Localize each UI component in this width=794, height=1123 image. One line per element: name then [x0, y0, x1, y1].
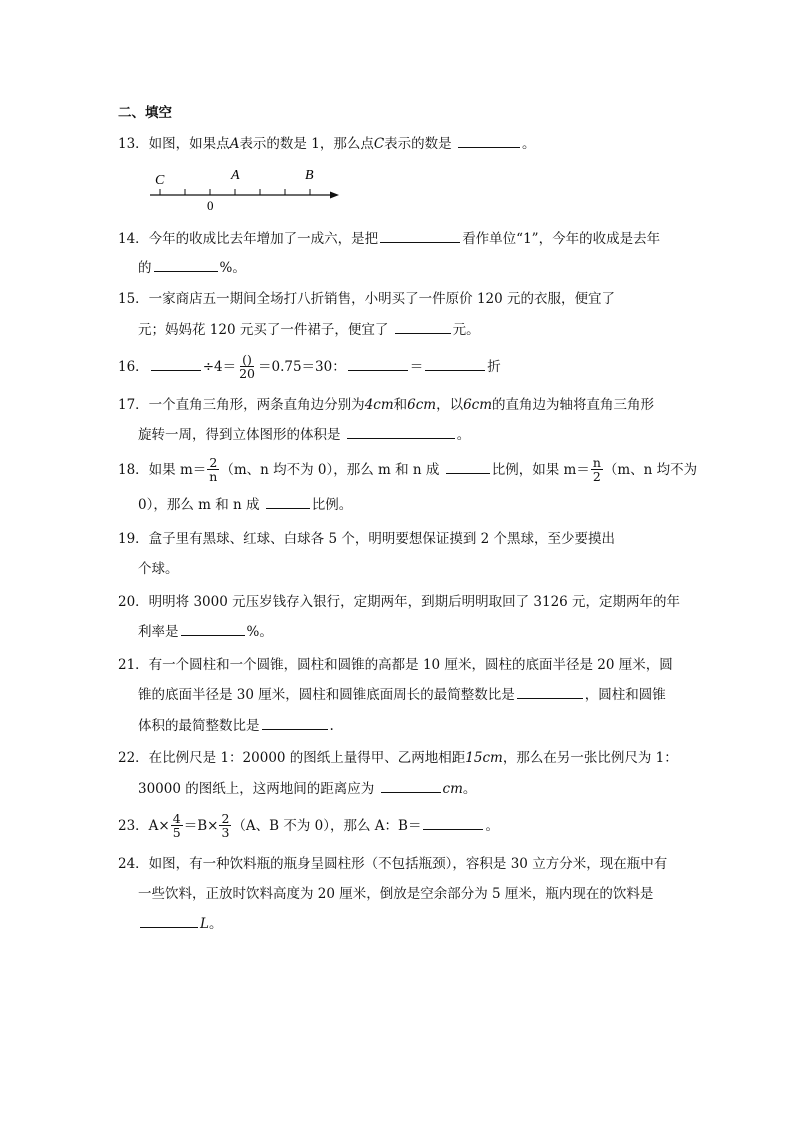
- answer-blank-15[interactable]: [395, 320, 451, 334]
- answer-blank-21a[interactable]: [517, 685, 583, 699]
- question-17: 17．一个直角三角形，两条直角边分别为4cm和6cm，以6cm的直角边为轴将直角三角形: [118, 397, 655, 413]
- answer-blank-21b[interactable]: [262, 716, 328, 730]
- question-20-line2: 利率是 %。: [138, 624, 273, 640]
- fraction-2-over-n: $\frac{2}{n}$: [209, 455, 218, 484]
- question-23: 23．A× $\frac{4}{5}$ ＝B× $\frac{2}{3}$ （A、B 不为 0），那么 A：B＝ 。: [118, 811, 499, 840]
- number-line-arrow: [330, 192, 339, 199]
- answer-blank-20[interactable]: [181, 622, 245, 636]
- answer-blank-18b[interactable]: [266, 495, 310, 509]
- answer-blank-13[interactable]: [458, 134, 520, 148]
- answer-blank-14a[interactable]: [380, 229, 460, 243]
- question-13: 13．如图，如果点A表示的数是 1，那么点C表示的数是 。: [118, 136, 536, 152]
- question-22-line2: 30000 的图纸上，这两地间的距离应为 cm。: [138, 781, 477, 797]
- answer-blank-24[interactable]: [140, 914, 198, 928]
- question-15-line2: 元；妈妈花 120 元买了一件裙子，便宜了 元。: [138, 322, 480, 338]
- fraction-blank-over-20: $\frac{()}{20}$: [239, 352, 255, 381]
- question-21-line2: 锥的底面半径是 30 厘米，圆柱和圆锥底面周长的最简整数比是 ，圆柱和圆锥: [138, 687, 666, 703]
- label-zero: 0: [207, 198, 214, 213]
- number-line-diagram: [150, 164, 350, 214]
- question-15: 15．一家商店五一期间全场打八折销售，小明买了一件原价 120 元的衣服，便宜了: [118, 291, 616, 307]
- answer-blank-16c[interactable]: [425, 357, 485, 371]
- section-title: 二、填空: [118, 105, 172, 121]
- question-18: 18．如果 m＝ $\frac{2}{n}$ （m、n 均不为 0），那么 m 和 n 成 比例，如果 m＝ $\frac{n}{2}$ （m、n 均不为: [118, 455, 698, 484]
- question-24-line2: 一些饮料，正放时饮料高度为 20 厘米，倒放是空余部分为 5 厘米，瓶内现在的饮料是: [138, 886, 654, 902]
- fraction-n-over-2: $\frac{n}{2}$: [592, 455, 601, 484]
- label-C: C: [155, 173, 165, 188]
- fraction-2-over-3: $\frac{2}{3}$: [221, 811, 230, 840]
- answer-blank-23[interactable]: [423, 816, 483, 830]
- answer-blank-17[interactable]: [347, 425, 455, 439]
- question-19-line2: 个球。: [138, 561, 179, 577]
- question-19: 19．盒子里有黑球、红球、白球各 5 个，明明要想保证摸到 2 个黑球，至少要摸出: [118, 531, 616, 547]
- question-24: 24．如图，有一种饮料瓶的瓶身呈圆柱形（不包括瓶颈），容积是 30 立方分米，现在瓶中有: [118, 856, 668, 872]
- answer-blank-14b[interactable]: [154, 258, 218, 272]
- question-20: 20．明明将 3000 元压岁钱存入银行，定期两年，到期后明明取回了 3126 元，定期两年的年: [118, 594, 681, 610]
- question-21: 21．有一个圆柱和一个圆锥，圆柱和圆锥的高都是 10 厘米，圆柱的底面半径是 20 厘米，圆: [118, 657, 673, 673]
- question-18-line2: 0），那么 m 和 n 成 比例。: [138, 497, 353, 513]
- question-14: 14．今年的收成比去年增加了一成六，是把 看作单位“1”，今年的收成是去年: [118, 231, 661, 247]
- label-A: A: [231, 168, 240, 183]
- answer-blank-16b[interactable]: [348, 357, 408, 371]
- question-16: 16． ÷4＝ $\frac{()}{20}$ ＝0.75＝30： ＝ 折: [118, 352, 501, 381]
- fraction-4-over-5: $\frac{4}{5}$: [172, 811, 181, 840]
- question-17-line2: 旋转一周，得到立体图形的体积是 。: [138, 427, 471, 443]
- question-22: 22．在比例尺是 1：20000 的图纸上量得甲、乙两地相距15cm，那么在另一张比例尺为 1：: [118, 750, 678, 766]
- answer-blank-18a[interactable]: [446, 460, 490, 474]
- answer-blank-16a[interactable]: [151, 357, 201, 371]
- question-14-line2: 的 %。: [138, 260, 246, 276]
- label-B: B: [305, 168, 314, 183]
- answer-blank-22[interactable]: [381, 779, 441, 793]
- question-24-line3: L。: [138, 914, 222, 934]
- question-21-line3: 体积的最简整数比是 .: [138, 718, 334, 734]
